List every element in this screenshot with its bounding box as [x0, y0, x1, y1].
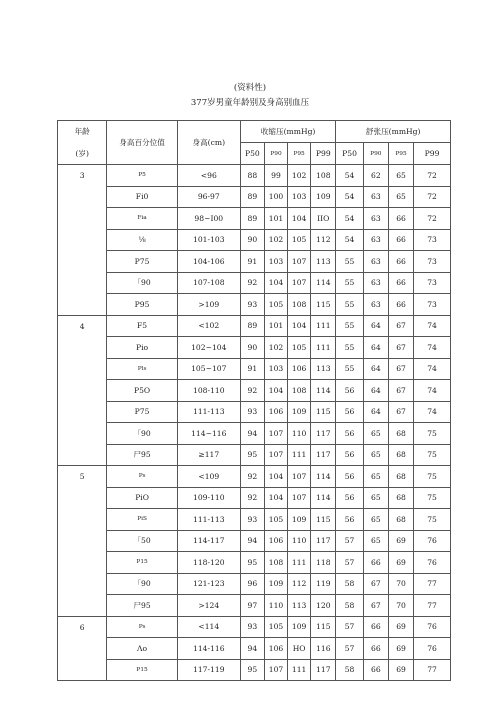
percentile-cell: Λo — [107, 638, 177, 660]
percentile-cell: Fi0 — [107, 186, 177, 208]
systolic-value-cell: 93 — [240, 294, 264, 316]
diastolic-value-cell: 58 — [336, 659, 363, 681]
systolic-value-cell: 92 — [240, 466, 264, 488]
systolic-value-cell: 93 — [240, 616, 264, 638]
table-row — [58, 552, 451, 574]
systolic-value-cell: 107 — [288, 251, 311, 273]
percentile-cell: Pls — [107, 358, 177, 380]
systolic-value-cell: 111 — [311, 315, 336, 337]
diastolic-value-cell: 73 — [414, 229, 451, 251]
diastolic-value-cell: 67 — [388, 337, 413, 359]
systolic-value-cell: 113 — [311, 358, 336, 380]
systolic-value-cell: 112 — [311, 229, 336, 251]
header-dbp-p99: P99 — [414, 143, 451, 165]
diastolic-value-cell: 56 — [336, 380, 363, 402]
systolic-value-cell: 108 — [288, 294, 311, 316]
systolic-value-cell: 104 — [264, 487, 287, 509]
table-row — [58, 487, 451, 509]
systolic-value-cell: 110 — [288, 530, 311, 552]
diastolic-value-cell: 65 — [363, 423, 388, 445]
percentile-cell: PiS — [107, 509, 177, 531]
diastolic-value-cell: 67 — [388, 358, 413, 380]
systolic-value-cell: 111 — [288, 444, 311, 466]
systolic-value-cell: 114 — [311, 466, 336, 488]
diastolic-value-cell: 77 — [414, 659, 451, 681]
systolic-value-cell: 106 — [264, 530, 287, 552]
systolic-value-cell: 103 — [288, 186, 311, 208]
diastolic-value-cell: 72 — [414, 165, 451, 187]
percentile-cell: Pio — [107, 337, 177, 359]
height-cell: 96-97 — [177, 186, 240, 208]
diastolic-value-cell: 73 — [414, 251, 451, 273]
systolic-value-cell: 107 — [288, 272, 311, 294]
age-cell: 5 — [58, 466, 107, 617]
table-row — [58, 423, 451, 445]
diastolic-value-cell: 64 — [363, 401, 388, 423]
height-cell: 117-119 — [177, 659, 240, 681]
percentile-cell: F5 — [107, 315, 177, 337]
height-cell: 111-113 — [177, 401, 240, 423]
diastolic-value-cell: 74 — [414, 315, 451, 337]
systolic-value-cell: 106 — [288, 358, 311, 380]
diastolic-value-cell: 76 — [414, 552, 451, 574]
percentile-cell: 「90 — [107, 423, 177, 445]
systolic-value-cell: 107 — [288, 466, 311, 488]
percentile-cell: P75 — [107, 251, 177, 273]
diastolic-value-cell: 68 — [388, 487, 413, 509]
systolic-value-cell: IIO — [311, 208, 336, 230]
diastolic-value-cell: 69 — [388, 659, 413, 681]
systolic-value-cell: 117 — [311, 530, 336, 552]
diastolic-value-cell: 58 — [336, 595, 363, 617]
height-cell: 114-116 — [177, 638, 240, 660]
diastolic-value-cell: 54 — [336, 186, 363, 208]
diastolic-value-cell: 76 — [414, 616, 451, 638]
systolic-value-cell: 91 — [240, 251, 264, 273]
height-cell: 114-117 — [177, 530, 240, 552]
height-cell: <96 — [177, 165, 240, 187]
table-row — [58, 208, 451, 230]
height-cell: 109-110 — [177, 487, 240, 509]
systolic-value-cell: 97 — [240, 595, 264, 617]
diastolic-value-cell: 72 — [414, 186, 451, 208]
systolic-value-cell: 109 — [288, 401, 311, 423]
systolic-value-cell: 101 — [264, 315, 287, 337]
height-cell: <109 — [177, 466, 240, 488]
systolic-value-cell: 115 — [311, 294, 336, 316]
diastolic-value-cell: 66 — [363, 616, 388, 638]
height-cell: 104-106 — [177, 251, 240, 273]
diastolic-value-cell: 75 — [414, 444, 451, 466]
diastolic-value-cell: 66 — [363, 552, 388, 574]
diastolic-value-cell: 57 — [336, 616, 363, 638]
diastolic-value-cell: 76 — [414, 638, 451, 660]
table-row — [58, 401, 451, 423]
age-cell: 6 — [58, 616, 107, 681]
header-dbp-p50: P50 — [336, 143, 363, 165]
systolic-value-cell: 114 — [311, 380, 336, 402]
systolic-value-cell: 90 — [240, 229, 264, 251]
systolic-value-cell: 89 — [240, 186, 264, 208]
height-cell: 114~116 — [177, 423, 240, 445]
height-cell: >124 — [177, 595, 240, 617]
diastolic-value-cell: 55 — [336, 337, 363, 359]
diastolic-value-cell: 67 — [388, 401, 413, 423]
diastolic-value-cell: 63 — [363, 208, 388, 230]
diastolic-value-cell: 64 — [363, 380, 388, 402]
systolic-value-cell: 115 — [311, 509, 336, 531]
diastolic-value-cell: 58 — [336, 573, 363, 595]
table-row — [58, 165, 451, 187]
systolic-value-cell: 92 — [240, 272, 264, 294]
height-cell: 118-120 — [177, 552, 240, 574]
systolic-value-cell: 95 — [240, 552, 264, 574]
systolic-value-cell: 109 — [288, 509, 311, 531]
height-cell: 101-103 — [177, 229, 240, 251]
percentile-cell: P15 — [107, 659, 177, 681]
diastolic-value-cell: 66 — [388, 251, 413, 273]
diastolic-value-cell: 54 — [336, 208, 363, 230]
systolic-value-cell: 115 — [311, 616, 336, 638]
height-cell: >109 — [177, 294, 240, 316]
diastolic-value-cell: 63 — [363, 251, 388, 273]
percentile-cell: Ps — [107, 466, 177, 488]
systolic-value-cell: 117 — [311, 444, 336, 466]
height-cell: 121-123 — [177, 573, 240, 595]
diastolic-value-cell: 57 — [336, 552, 363, 574]
table-row — [58, 337, 451, 359]
systolic-value-cell: 94 — [240, 638, 264, 660]
table-row — [58, 530, 451, 552]
diastolic-value-cell: 74 — [414, 358, 451, 380]
diastolic-value-cell: 63 — [363, 294, 388, 316]
diastolic-value-cell: 65 — [388, 165, 413, 187]
systolic-value-cell: 108 — [288, 380, 311, 402]
table-row — [58, 659, 451, 681]
age-cell: 4 — [58, 315, 107, 466]
systolic-value-cell: 96 — [240, 573, 264, 595]
percentile-cell: P5O — [107, 380, 177, 402]
systolic-value-cell: 95 — [240, 444, 264, 466]
header-sbp-p99: P99 — [311, 143, 336, 165]
diastolic-value-cell: 66 — [363, 638, 388, 660]
header-dbp-p90: P90 — [363, 143, 388, 165]
height-cell: <114 — [177, 616, 240, 638]
table-row — [58, 444, 451, 466]
systolic-value-cell: 113 — [288, 595, 311, 617]
systolic-value-cell: 108 — [311, 165, 336, 187]
systolic-value-cell: 112 — [288, 573, 311, 595]
blood-pressure-table — [57, 120, 451, 681]
systolic-value-cell: 94 — [240, 530, 264, 552]
systolic-value-cell: 107 — [264, 423, 287, 445]
diastolic-value-cell: 68 — [388, 423, 413, 445]
systolic-value-cell: 93 — [240, 509, 264, 531]
diastolic-value-cell: 64 — [363, 358, 388, 380]
table-title: 377岁男童年龄别及身高别血压 — [190, 98, 310, 108]
table-row — [58, 380, 451, 402]
diastolic-value-cell: 67 — [363, 595, 388, 617]
diastolic-value-cell: 56 — [336, 401, 363, 423]
systolic-value-cell: 107 — [288, 487, 311, 509]
table-row — [58, 509, 451, 531]
header-age-label: 年龄 — [74, 127, 90, 136]
systolic-value-cell: 117 — [311, 659, 336, 681]
diastolic-value-cell: 65 — [363, 466, 388, 488]
diastolic-value-cell: 65 — [363, 509, 388, 531]
systolic-value-cell: 119 — [311, 573, 336, 595]
systolic-value-cell: 105 — [288, 337, 311, 359]
height-cell: 111-113 — [177, 509, 240, 531]
percentile-cell: P95 — [107, 294, 177, 316]
systolic-value-cell: 107 — [264, 659, 287, 681]
systolic-value-cell: 104 — [288, 315, 311, 337]
diastolic-value-cell: 76 — [414, 530, 451, 552]
diastolic-value-cell: 74 — [414, 401, 451, 423]
diastolic-value-cell: 65 — [363, 530, 388, 552]
header-height-percentile: 身高百分位值 — [107, 121, 177, 165]
percentile-cell: PiO — [107, 487, 177, 509]
systolic-value-cell: 88 — [240, 165, 264, 187]
diastolic-value-cell: 67 — [388, 315, 413, 337]
systolic-value-cell: 104 — [264, 272, 287, 294]
diastolic-value-cell: 54 — [336, 229, 363, 251]
systolic-value-cell: 93 — [240, 401, 264, 423]
diastolic-value-cell: 69 — [388, 638, 413, 660]
systolic-value-cell: 109 — [264, 573, 287, 595]
diastolic-value-cell: 72 — [414, 208, 451, 230]
diastolic-value-cell: 56 — [336, 444, 363, 466]
header-height: 身高(cm) — [177, 121, 240, 165]
diastolic-value-cell: 56 — [336, 487, 363, 509]
percentile-cell: ⅛ — [107, 229, 177, 251]
diastolic-value-cell: 55 — [336, 315, 363, 337]
systolic-value-cell: 106 — [264, 638, 287, 660]
diastolic-value-cell: 66 — [388, 208, 413, 230]
table-row — [58, 294, 451, 316]
diastolic-value-cell: 75 — [414, 466, 451, 488]
systolic-value-cell: 92 — [240, 487, 264, 509]
diastolic-value-cell: 74 — [414, 380, 451, 402]
systolic-value-cell: 105 — [264, 509, 287, 531]
systolic-value-cell: 105 — [264, 294, 287, 316]
systolic-value-cell: 103 — [264, 251, 287, 273]
systolic-value-cell: 118 — [311, 552, 336, 574]
diastolic-value-cell: 77 — [414, 595, 451, 617]
height-cell: 105~107 — [177, 358, 240, 380]
table-row — [58, 229, 451, 251]
diastolic-value-cell: 54 — [336, 165, 363, 187]
systolic-value-cell: 105 — [264, 616, 287, 638]
systolic-value-cell: 104 — [288, 208, 311, 230]
percentile-cell: 「90 — [107, 272, 177, 294]
diastolic-value-cell: 73 — [414, 294, 451, 316]
systolic-value-cell: 105 — [288, 229, 311, 251]
header-dbp-p95: P95 — [388, 143, 413, 165]
diastolic-value-cell: 70 — [388, 595, 413, 617]
header-sbp-p50: P50 — [240, 143, 264, 165]
table-row — [58, 251, 451, 273]
systolic-value-cell: 120 — [311, 595, 336, 617]
table-row — [58, 186, 451, 208]
table-row — [58, 573, 451, 595]
diastolic-value-cell: 69 — [388, 530, 413, 552]
height-cell: 107-108 — [177, 272, 240, 294]
diastolic-value-cell: 63 — [363, 186, 388, 208]
header-systolic: 收缩压(mmHg) — [240, 121, 336, 143]
table-row — [58, 315, 451, 337]
age-cell: 3 — [58, 165, 107, 316]
table-row — [58, 595, 451, 617]
height-cell: ≥117 — [177, 444, 240, 466]
systolic-value-cell: 114 — [311, 487, 336, 509]
diastolic-value-cell: 56 — [336, 466, 363, 488]
header-age — [58, 121, 107, 165]
systolic-value-cell: 117 — [311, 423, 336, 445]
appendix-note: (资料性) — [233, 83, 267, 93]
diastolic-value-cell: 55 — [336, 251, 363, 273]
diastolic-value-cell: 77 — [414, 573, 451, 595]
height-cell: <102 — [177, 315, 240, 337]
table-row — [58, 466, 451, 488]
diastolic-value-cell: 55 — [336, 358, 363, 380]
diastolic-value-cell: 62 — [363, 165, 388, 187]
diastolic-value-cell: 69 — [388, 616, 413, 638]
diastolic-value-cell: 57 — [336, 530, 363, 552]
percentile-cell: P75 — [107, 401, 177, 423]
percentile-cell: 「50 — [107, 530, 177, 552]
height-cell: 108-110 — [177, 380, 240, 402]
diastolic-value-cell: 66 — [388, 294, 413, 316]
diastolic-value-cell: 55 — [336, 272, 363, 294]
diastolic-value-cell: 65 — [363, 487, 388, 509]
diastolic-value-cell: 67 — [388, 380, 413, 402]
systolic-value-cell: 116 — [311, 638, 336, 660]
systolic-value-cell: 101 — [264, 208, 287, 230]
systolic-value-cell: 95 — [240, 659, 264, 681]
systolic-value-cell: 89 — [240, 315, 264, 337]
height-cell: 102~104 — [177, 337, 240, 359]
percentile-cell: P15 — [107, 552, 177, 574]
diastolic-value-cell: 73 — [414, 272, 451, 294]
systolic-value-cell: 102 — [264, 337, 287, 359]
table-row — [58, 272, 451, 294]
systolic-value-cell: 111 — [311, 337, 336, 359]
systolic-value-cell: 110 — [288, 423, 311, 445]
diastolic-value-cell: 75 — [414, 509, 451, 531]
percentile-cell: Ps — [107, 616, 177, 638]
systolic-value-cell: 111 — [288, 659, 311, 681]
systolic-value-cell: 100 — [264, 186, 287, 208]
diastolic-value-cell: 66 — [388, 229, 413, 251]
table-row — [58, 358, 451, 380]
percentile-cell: 「90 — [107, 573, 177, 595]
percentile-cell: 尸95 — [107, 595, 177, 617]
systolic-value-cell: 106 — [264, 401, 287, 423]
systolic-value-cell: 89 — [240, 208, 264, 230]
table-row — [58, 638, 451, 660]
systolic-value-cell: 92 — [240, 380, 264, 402]
diastolic-value-cell: 64 — [363, 337, 388, 359]
systolic-value-cell: HO — [288, 638, 311, 660]
header-age-unit: (岁) — [75, 149, 89, 158]
diastolic-value-cell: 55 — [336, 294, 363, 316]
systolic-value-cell: 115 — [311, 401, 336, 423]
systolic-value-cell: 104 — [264, 466, 287, 488]
header-sbp-p90: P90 — [264, 143, 287, 165]
systolic-value-cell: 94 — [240, 423, 264, 445]
diastolic-value-cell: 57 — [336, 638, 363, 660]
diastolic-value-cell: 65 — [363, 444, 388, 466]
diastolic-value-cell: 67 — [363, 573, 388, 595]
diastolic-value-cell: 66 — [388, 272, 413, 294]
percentile-cell: 尸95 — [107, 444, 177, 466]
systolic-value-cell: 107 — [264, 444, 287, 466]
systolic-value-cell: 99 — [264, 165, 287, 187]
systolic-value-cell: 102 — [288, 165, 311, 187]
diastolic-value-cell: 75 — [414, 423, 451, 445]
diastolic-value-cell: 56 — [336, 423, 363, 445]
diastolic-value-cell: 63 — [363, 229, 388, 251]
diastolic-value-cell: 64 — [363, 315, 388, 337]
percentile-cell: Fia — [107, 208, 177, 230]
diastolic-value-cell: 70 — [388, 573, 413, 595]
diastolic-value-cell: 75 — [414, 487, 451, 509]
diastolic-value-cell: 68 — [388, 466, 413, 488]
systolic-value-cell: 109 — [311, 186, 336, 208]
diastolic-value-cell: 69 — [388, 552, 413, 574]
systolic-value-cell: 90 — [240, 337, 264, 359]
systolic-value-cell: 114 — [311, 272, 336, 294]
diastolic-value-cell: 66 — [363, 659, 388, 681]
systolic-value-cell: 102 — [264, 229, 287, 251]
diastolic-value-cell: 63 — [363, 272, 388, 294]
systolic-value-cell: 113 — [311, 251, 336, 273]
diastolic-value-cell: 68 — [388, 444, 413, 466]
systolic-value-cell: 111 — [288, 552, 311, 574]
diastolic-value-cell: 68 — [388, 509, 413, 531]
systolic-value-cell: 91 — [240, 358, 264, 380]
systolic-value-cell: 108 — [264, 552, 287, 574]
systolic-value-cell: 104 — [264, 380, 287, 402]
diastolic-value-cell: 65 — [388, 186, 413, 208]
systolic-value-cell: 110 — [264, 595, 287, 617]
diastolic-value-cell: 56 — [336, 509, 363, 531]
height-cell: 98~I00 — [177, 208, 240, 230]
table-row — [58, 616, 451, 638]
systolic-value-cell: 109 — [288, 616, 311, 638]
header-diastolic: 舒张压(mmHg) — [336, 121, 451, 143]
header-sbp-p95: P95 — [288, 143, 311, 165]
systolic-value-cell: 103 — [264, 358, 287, 380]
diastolic-value-cell: 74 — [414, 337, 451, 359]
percentile-cell: P5 — [107, 165, 177, 187]
